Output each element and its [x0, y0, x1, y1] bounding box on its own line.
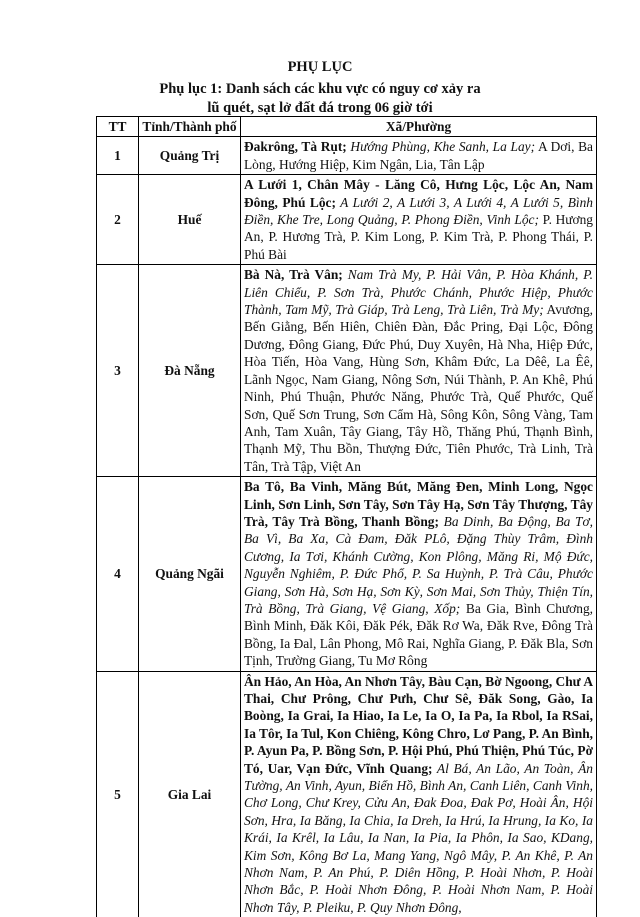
- commune-list-normal: A Dơi, Ba Lòng, Hướng Hiệp, Kim Ngân, Lia, Tân Lập: [244, 139, 593, 172]
- province-name: Quảng Trị: [139, 137, 241, 175]
- appendix-title: PHỤ LỤC: [287, 59, 353, 75]
- commune-list: [241, 265, 597, 477]
- commune-list-italic: A Lưới 2, A Lưới 3, A Lưới 4, A Lưới 5, Bình Điền, Khe Tre, Long Quảng, P. Phong Điền, Vinh Lộc;: [244, 194, 593, 228]
- table-row: [97, 265, 597, 477]
- province-name: Huế: [139, 175, 241, 265]
- province-name: Quảng Ngãi: [139, 477, 241, 671]
- row-number: 5: [97, 671, 139, 917]
- commune-list-normal: P. Hương An, P. Hương Trà, P. Kim Long, P. Kim Trà, P. Phong Thái, P. Phú Bài: [244, 212, 593, 262]
- risk-area-table: [96, 116, 597, 917]
- province-name: Gia Lai: [139, 671, 241, 917]
- province-name: Đà Nẵng: [139, 265, 241, 477]
- commune-list-bold: Ân Hảo, An Hòa, An Nhơn Tây, Bàu Cạn, Bờ Ngoong, Chư A Thai, Chư Prông, Chư Pưh, Chư Sê, Đăk Song, Gào, Ia Boòng, Ia Grai, Ia Hiao, Ia Le, Ia O, Ia Pa, Ia Rbol, Ia RSai, Ia Tôr, Ia Tul, Kon Chiêng, Kông Chro, Lơ Pang, P. An Bình, P. Ayun Pa, P. Bồng Sơn, P. Hội Phú, Phú Thiện, Phú Túc, Pờ Tó, Uar, Vạn Đức, Vĩnh Quang;: [244, 673, 593, 776]
- appendix-subtitle-line2: lũ quét, sạt lở đất đá trong 06 giờ tới: [207, 100, 433, 116]
- commune-list-italic: Al Bá, An Lão, An Toàn, Ân Tường, An Vinh, Ayun, Biển Hồ, Bình An, Canh Liên, Canh Vinh, Chơ Long, Chư Krey, Cửu An, Đak Đoa, Đak Pơ, Hoài Ân, Hội Sơn, Hra, Ia Băng, Ia Chia, Ia Dreh, Ia Hrú, Ia Hrung, Ia Ko, Ia Krái, Ia Krêl, Ia Lâu, Ia Nan, Ia Pia, Ia Phôn, Ia Sao, KDang, Kim Sơn, Kông Bơ La, Mang Yang, Ngô Mây, P. An Khê, P. An Nhơn Nam, P. An Phú, P. Diên Hồng, P. Hoài Nhơn, P. Hoài Nhơn Bắc, P. Hoài Nhơn Đông, P. Hoài Nhơn Nam, P. Hoài Nhơn Tây, P. Pleiku, P. Quy Nhơn Đông,: [244, 760, 593, 915]
- commune-list-normal: Ba Gia, Bình Chương, Bình Minh, Đăk Kôi, Đăk Pék, Đăk Rơ Wa, Đăk Rve, Đông Trà Bồng, Ia Đal, Lân Phong, Mô Rai, Nghĩa Giang, P. Đăk Bla, Sơn Tịnh, Trường Giang, Tu Mơ Rông: [244, 600, 593, 669]
- commune-list: [241, 477, 597, 671]
- commune-list-bold: Ba Tô, Ba Vinh, Măng Bút, Măng Đen, Minh Long, Ngọc Linh, Sơn Linh, Sơn Tây, Sơn Tây Hạ, Sơn Tây Thượng, Tây Trà, Tây Trà Bồng, Thanh Bồng;: [244, 479, 593, 529]
- row-number: 2: [97, 175, 139, 265]
- table-row: [97, 671, 597, 917]
- row-number: 1: [97, 137, 139, 175]
- commune-list-italic: Ba Dinh, Ba Động, Ba Tơ, Ba Vì, Ba Xa, Cà Đam, Đăk PLô, Đặng Thùy Trâm, Đình Cương, Ia Tơi, Khánh Cường, Kon Plông, Măng Ri, Mộ Đức, Nguyễn Nghiêm, P. Đức Phổ, P. Sa Huỳnh, P. Trà Câu, Phước Giang, Sơn Hà, Sơn Hạ, Sơn Kỳ, Sơn Mai, Sơn Thủy, Thiện Tín, Trà Bồng, Trà Giang, Vệ Giang, Xốp;: [244, 513, 593, 616]
- row-number: 4: [97, 477, 139, 671]
- table-row: [97, 137, 597, 175]
- appendix-subtitle-line1: Phụ lục 1: Danh sách các khu vực có nguy cơ xảy ra: [159, 81, 481, 97]
- commune-list-italic: Hướng Phùng, Khe Sanh, La Lay;: [346, 139, 536, 155]
- commune-list: [241, 175, 597, 265]
- table-header-row: [97, 117, 597, 137]
- commune-list-bold: Đakrông, Tà Rụt;: [244, 139, 347, 155]
- table-row: [97, 477, 597, 671]
- commune-list: [241, 137, 597, 175]
- header-province: Tỉnh/Thành phố: [139, 117, 241, 137]
- table-row: [97, 175, 597, 265]
- header-tt: TT: [97, 117, 139, 137]
- commune-list-bold: A Lưới 1, Chân Mây - Lăng Cô, Hưng Lộc, Lộc An, Nam Đông, Phú Lộc;: [244, 177, 593, 210]
- commune-list-bold: Bà Nà, Trà Vân;: [244, 267, 343, 283]
- commune-list-normal: Avương, Bến Giằng, Bến Hiên, Chiên Đàn, Đắc Pring, Đại Lộc, Đông Dương, Đông Giang, Đức Phú, Duy Xuyên, Hà Nha, Hiệp Đức, Hòa Tiến, Hòa Vang, Hùng Sơn, Khâm Đức, La Dêê, La Êê, Lãnh Ngọc, Nam Giang, Nông Sơn, Núi Thành, P. An Khê, Phú Ninh, Phú Thuận, Phước Năng, Phước Trà, Quế Phước, Quế Sơn, Quế Sơn Trung, Sơn Cẩm Hà, Sông Kôn, Sông Vàng, Tam Anh, Tam Xuân, Tây Giang, Tây Hồ, Thăng Phú, Thạnh Bình, Thạnh Mỹ, Thu Bồn, Thượng Đức, Tiên Phước, Trà Linh, Trà Tân, Trà Tập, Việt An: [244, 302, 593, 474]
- commune-list-italic: Nam Trà My, P. Hải Vân, P. Hòa Khánh, P. Liên Chiểu, P. Sơn Trà, Phước Chánh, Phước Hiệp, Phước Thành, Tam Mỹ, Trà Giáp, Trà Leng, Trà Liên, Trà My;: [244, 267, 594, 318]
- header-commune: Xã/Phường: [241, 117, 597, 137]
- commune-list: [241, 671, 597, 917]
- row-number: 3: [97, 265, 139, 477]
